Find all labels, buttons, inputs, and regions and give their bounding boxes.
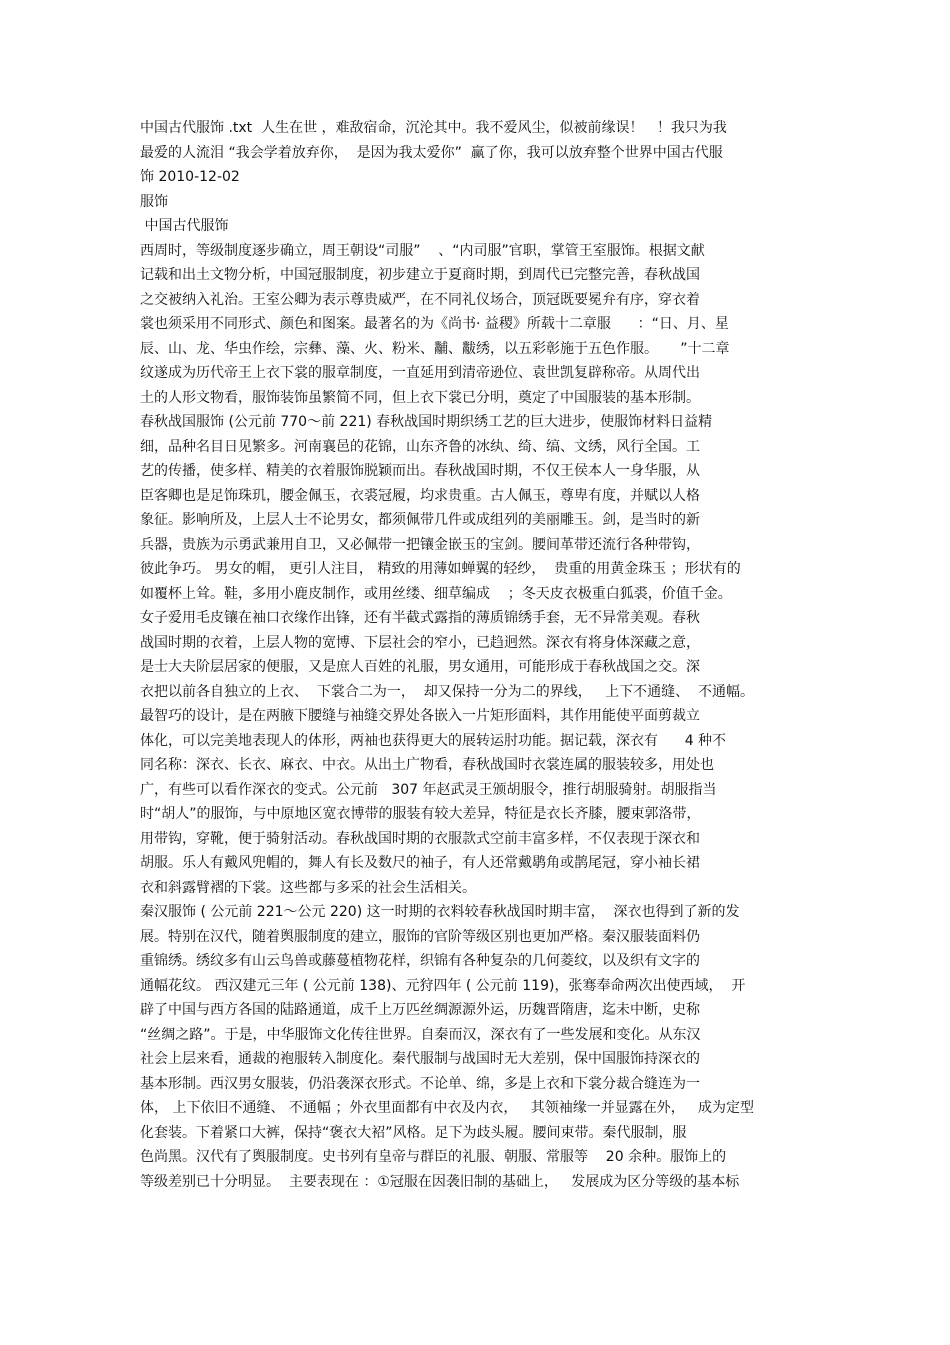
text-line: 等级差别已十分明显。 主要表现在 ：①冠服在因袭旧制的基础上， 发展成为区分等级的基本标 [140,1173,740,1190]
text-line: 时“胡人”的服饰，与中原地区宽衣博带的服装有较大差异，特征是衣长齐膝，腰束郭洛带， [140,806,701,822]
text-line: 衣把以前各自独立的上衣、 下裳合二为一， 却又保持一分为二的界线， 上下不通缝、 不通幅。 [140,683,755,700]
text-line: “丝绸之路”。于是，中华服饰文化传往世界。自秦而汉，深衣有了一些发展和变化。从东汉 [140,1026,701,1043]
text-line: 衣和斜露臂褶的下裳。这些都与多采的社会生活相关。 [140,879,476,896]
section-heading: 服饰 [140,193,168,210]
section-heading: 中国古代服饰 [140,218,229,234]
text-line: 辟了中国与西方各国的陆路通道，成千上万匹丝绸源源外运，历魏晋隋唐，迄未中断，史称 [140,1002,700,1018]
text-line: 春秋战国服饰 (公元前 770～前 221) 春秋战国时期织绣工艺的巨大进步，使服饰材料日益精 [140,414,713,430]
text-line: 化套装。下着紧口大裤，保持“褒衣大袑”风格。足下为歧头履。腰间束带。秦代服制，服 [140,1124,687,1141]
text-line: 是士大夫阶层居家的便服，又是庶人百姓的礼服，男女通用，可能形成于春秋战国之交。深 [140,659,700,675]
text-line: 西周时，等级制度逐步确立，周王朝设“司服” 、“内司服”官职，掌管王室服饰。根据文献 [140,242,705,259]
text-line: 彼此争巧。 男女的帽， 更引人注目， 精致的用薄如蝉翼的轻纱， 贵重的用黄金珠玉 ；形状有的 [140,561,741,577]
text-line: 用带钩，穿靴，便于骑射活动。春秋战国时期的衣服款式空前丰富多样，不仅表现于深衣和 [140,830,700,847]
text-line: 胡服。乐人有戴风兜帽的，舞人有长及数尺的袖子，有人还常戴鹖角或鹊尾冠，穿小袖长裙 [140,855,700,871]
text-line: 秦汉服饰 ( 公元前 221～公元 220) 这一时期的衣料较春秋战国时期丰富， 深衣也得到了新的发 [140,904,740,920]
text-line: 兵器，贵族为示勇武兼用自卫，又必佩带一把镶金嵌玉的宝剑。腰间革带还流行各种带钩， [140,536,700,553]
text-line: 战国时期的衣着，上层人物的宽博、下层社会的窄小，已趋迥然。深衣有将身体深藏之意， [140,634,700,651]
text-line: 展。特别在汉代，随着舆服制度的建立，服饰的官阶等级区别也更加严格。秦汉服装面料仍 [140,928,700,945]
text-line: 细，品种名目日见繁多。河南襄邑的花锦，山东齐鲁的冰纨、绮、缟、文绣，风行全国。工 [140,438,700,455]
text-line: 体， 上下依旧不通缝、 不通幅 ；外衣里面都有中衣及内衣， 其领袖缘一并显露在外， 成为定型 [140,1100,755,1116]
text-line: 通幅花纹。 西汉建元三年 ( 公元前 138)、元狩四年 ( 公元前 119)，张骞奉命两次出使西域， 开 [140,977,746,994]
text-line: 色尚黑。汉代有了舆服制度。史书列有皇帝与群臣的礼服、朝服、常服等 20 余种。服饰上的 [140,1149,727,1165]
text-line: 饰 2010-12-02 [140,169,240,185]
text-line: 艺的传播，使多样、精美的衣着服饰脱颖而出。春秋战国时期，不仅王侯本人一身华服，从 [140,463,700,479]
text-line: 之交被纳入礼治。王室公卿为表示尊贵威严，在不同礼仪场合，顶冠既要冕弁有序，穿衣着 [140,291,700,308]
text-line: 象征。影响所及，上层人士不论男女，都须佩带几件或成组列的美丽雕玉。剑，是当时的新 [140,512,700,528]
text-line: 中国古代服饰 .txt 人生在世 ，难敌宿命，沉沦其中。我不爱风尘，似被前缘误！ ！我只为我 [140,120,727,136]
text-line: 土的人形文物看，服饰装饰虽繁简不同，但上衣下裳已分明，奠定了中国服装的基本形制。 [140,389,700,406]
text-line: 记载和出土文物分析，中国冠服制度，初步建立于夏商时期，到周代已完整完善，春秋战国 [140,267,700,283]
text-line: 社会上层来看，通裁的袍服转入制度化。秦代服制与战国时无大差别，保中国服饰持深衣的 [140,1051,700,1067]
text-line: 如覆杯上耸。鞋，多用小鹿皮制作，或用丝缕、细草编成 ；冬天皮衣极重白狐裘，价值千金。 [140,585,732,602]
text-line: 广，有些可以看作深衣的变式。公元前 307 年赵武灵王颁胡服令，推行胡服骑射。胡服指当 [140,781,717,798]
text-line: 裳也须采用不同形式、颜色和图案。最著名的为《尚书· 益稷》所载十二章服 ：“日、月、星 [140,316,729,332]
text-line: 体化，可以完美地表现人的体形，两袖也获得更大的展转运肘功能。据记载，深衣有 4 种不 [140,732,727,749]
text-line: 辰、山、龙、华虫作绘，宗彝、藻、火、粉米、黼、黻绣，以五彩彰施于五色作服。 ”十二章 [140,340,730,357]
text-line: 最智巧的设计，是在两腋下腰缝与袖缝交界处各嵌入一片矩形面料，其作用能使平面剪裁立 [140,708,700,724]
text-line: 最爱的人流泪 “我会学着放弃你， 是因为我太爱你” 赢了你，我可以放弃整个世界中国古代服 [140,144,723,161]
document-body [140,116,820,1194]
text-line: 同名称：深衣、长衣、麻衣、中衣。从出土广物看，春秋战国时衣裳连属的服装较多，用处也 [140,757,714,773]
text-line: 重锦绣。绣纹多有山云鸟兽或藤蔓植物花样，织锦有各种复杂的几何菱纹，以及织有文字的 [140,953,700,969]
text-line: 基本形制。西汉男女服装，仍沿袭深衣形式。不论单、绵，多是上衣和下裳分裁合缝连为一 [140,1075,700,1092]
text-line: 女子爱用毛皮镶在袖口衣缘作出锋，还有半截式露指的薄质锦绣手套，无不异常美观。春秋 [140,610,700,626]
text-line: 臣客卿也是足饰珠玑，腰金佩玉，衣裘冠履，均求贵重。古人佩玉，尊卑有度，并赋以人格 [140,487,700,504]
text-line: 纹遂成为历代帝王上衣下裳的服章制度，一直延用到清帝逊位、袁世凯复辟称帝。从周代出 [140,365,700,381]
